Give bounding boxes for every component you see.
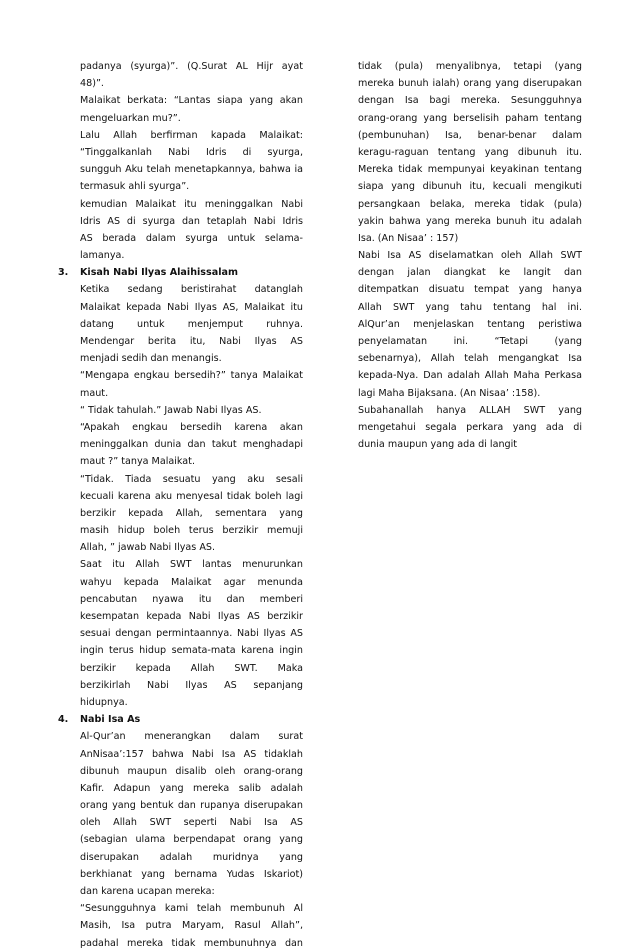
text-line: Mereka tidak mempunyai keyakinan tentang: [358, 164, 582, 176]
text-line: berkhianat yang bernama Yudas Iskariot): [80, 868, 303, 880]
section-title: Nabi Isa As: [80, 714, 141, 726]
section-number: 4.: [58, 714, 69, 726]
text-line: Kafir. Adapun yang mereka salib adalah: [80, 782, 303, 794]
text-line: berzikir kepada Allah, sementara yang: [80, 507, 303, 519]
text-line: Malaikat kepada Nabi Ilyas AS, Malaikat itu: [80, 301, 303, 313]
text-line: “Sesungguhnya kami telah membunuh Al: [80, 903, 303, 915]
text-line: Allah SWT yang tahu tentang hal ini.: [358, 301, 582, 313]
text-line: penyelamatan ini. “Tetapi (yang: [358, 336, 582, 347]
text-line: kesempatan kepada Nabi Ilyas AS berzikir: [80, 611, 303, 622]
text-line: maut.: [80, 387, 109, 399]
text-line: kemudian Malaikat itu meninggalkan Nabi: [80, 198, 303, 210]
text-line: maut ?” tanya Malaikat.: [80, 456, 195, 468]
text-line: Allah, ” jawab Nabi Ilyas AS.: [80, 542, 216, 554]
text-line: dan karena ucapan mereka:: [80, 886, 215, 897]
text-line: Masih, Isa putra Maryam, Rasul Allah”,: [80, 920, 303, 932]
text-line: mereka bunuh ialah) orang yang diserupakan: [358, 78, 582, 90]
text-line: siapa yang dibunuh itu, kecuali mengikuti: [358, 181, 582, 193]
text-line: “ Tidak tahulah.” Jawab Nabi Ilyas AS.: [80, 404, 262, 416]
text-line: kepada-Nya. Dan adalah Allah Maha Perkasa: [358, 370, 582, 382]
text-line: (pembunuhan) Isa, benar-benar dalam: [358, 129, 582, 141]
section-body: [80, 281, 303, 711]
text-line: diserupakan adalah muridnya yang: [80, 851, 303, 863]
text-line: masih hidup boleh terus berzikir memuji: [80, 525, 303, 537]
text-line: Nabi Isa AS diselamatkan oleh Allah SWT: [358, 250, 582, 262]
text-line: AlQur’an menjelaskan tentang peristiwa: [358, 318, 582, 330]
section-heading: [58, 711, 303, 728]
text-line: “Mengapa engkau bersedih?” tanya Malaikat: [80, 370, 303, 382]
text-line: termasuk ahli syurga”.: [80, 181, 190, 193]
text-line: AS berada dalam syurga untuk selama-: [80, 232, 303, 244]
text-line: Malaikat berkata: “Lantas siapa yang akan: [80, 95, 303, 107]
text-line: dengan jalan diangkat ke langit dan: [358, 267, 582, 279]
text-line: persangkaan belaka, mereka tidak (pula): [358, 198, 582, 210]
text-line: datang untuk menjemput ruhnya.: [80, 318, 303, 330]
section-title: Kisah Nabi Ilyas Alaihissalam: [80, 267, 238, 279]
text-line: mengetahui segala perkara yang ada di: [358, 421, 582, 433]
text-line: yakin bahwa yang mereka bunuh itu adalah: [358, 215, 582, 227]
text-line: dibunuh maupun disalib oleh orang-orang: [80, 765, 303, 777]
text-line: lagi Maha Bijaksana. (An Nisaa’ :158).: [358, 387, 541, 399]
text-line: Isa. (An Nisaa’ : 157): [358, 232, 459, 244]
text-line: berzikirlah Nabi Ilyas AS sepanjang: [80, 679, 303, 691]
text-line: dengan Isa bagi mereka. Sesungguhnya: [358, 95, 582, 107]
text-line: Al-Qur’an menerangkan dalam surat: [80, 731, 303, 743]
text-line: “Tinggalkanlah Nabi Idris di syurga,: [80, 146, 303, 158]
text-line: meninggalkan dunia dan takut menghadapi: [80, 439, 303, 451]
text-line: berzikir kepada Allah SWT. Maka: [80, 662, 303, 674]
text-line: wahyu kepada Malaikat agar menunda: [80, 576, 303, 588]
text-line: sungguh Aku telah menetapkannya, bahwa ia: [80, 164, 303, 176]
text-line: menjadi sedih dan menangis.: [80, 353, 222, 365]
text-line: hidupnya.: [80, 696, 128, 708]
text-line: Ketika sedang beristirahat datanglah: [80, 284, 303, 296]
text-line: Subahanallah hanya ALLAH SWT yang: [358, 404, 582, 416]
text-line: oleh Allah SWT seperti Nabi Isa AS: [80, 817, 303, 829]
text-line: 48)”.: [80, 78, 104, 90]
section-number: 3.: [58, 267, 69, 279]
text-line: pencabutan nyawa itu dan memberi: [80, 593, 303, 605]
text-line: “Apakah engkau bersedih karena akan: [80, 421, 303, 433]
text-line: Idris AS di syurga dan tetaplah Nabi Idris: [80, 215, 303, 227]
text-line: sebenarnya), Allah telah mengangkat Isa: [358, 353, 582, 365]
section-heading: [58, 264, 303, 281]
text-line: tidak (pula) menyalibnya, tetapi (yang: [358, 61, 582, 72]
text-line: AnNisaa’:157 bahwa Nabi Isa AS tidaklah: [80, 748, 303, 760]
text-line: Mendengar berita itu, Nabi Ilyas AS: [80, 336, 303, 347]
text-line: padanya (syurga)”. (Q.Surat AL Hijr ayat: [80, 61, 303, 72]
text-line: padahal mereka tidak membunuhnya dan: [80, 937, 303, 949]
text-line: Saat itu Allah SWT lantas menurunkan: [80, 559, 303, 571]
text-line: lamanya.: [80, 250, 125, 262]
text-line: ingin terus hidup semata-mata karena ingin: [80, 645, 303, 657]
text-line: kecuali karena aku menyesal tidak boleh lagi: [80, 490, 303, 502]
text-line: mengeluarkan mu?”.: [80, 112, 181, 124]
text-line: dunia maupun yang ada di langit: [358, 439, 518, 451]
text-line: sesuai dengan permintaannya. Nabi Ilyas AS: [80, 628, 303, 640]
text-line: orang-orang yang berselisih paham tentang: [358, 112, 582, 124]
text-line: orang yang bentuk dan rupanya diserupakan: [80, 800, 303, 812]
text-line: ditempatkan disuatu tempat yang hanya: [358, 284, 582, 296]
right-column: [358, 58, 582, 453]
text-line: (sebagian ulama berpendapat orang yang: [80, 834, 303, 846]
text-line: “Tidak. Tiada sesuatu yang aku sesali: [80, 473, 303, 485]
text-line: keragu-raguan tentang yang dibunuh itu.: [358, 146, 582, 158]
section-body: [80, 728, 303, 951]
left-column: [58, 58, 303, 952]
text-line: Lalu Allah berfirman kapada Malaikat:: [80, 129, 303, 141]
